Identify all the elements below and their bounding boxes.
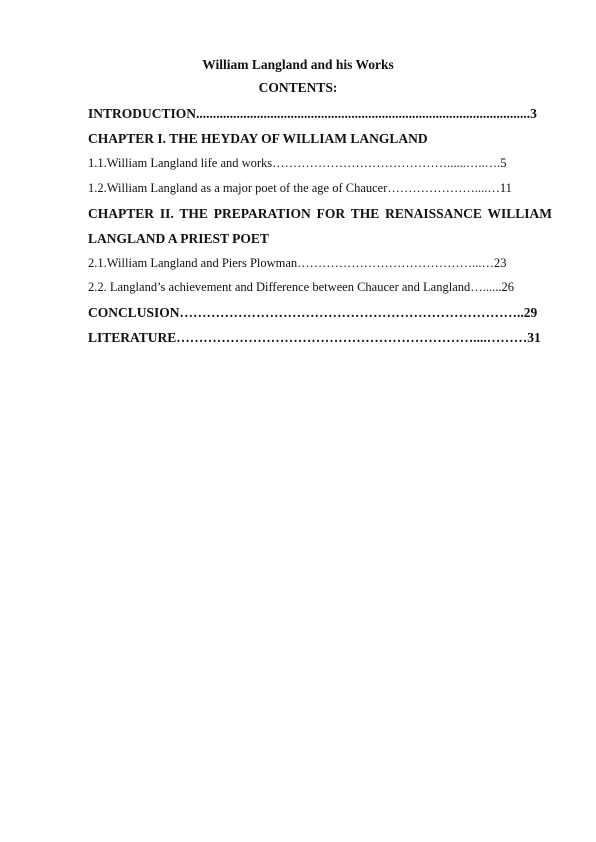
toc-entry-2-2: 2.2. Langland’s achievement and Difference between Chaucer and Langland…......26 <box>88 280 514 294</box>
toc-chapter-1-heading: CHAPTER I. THE HEYDAY OF WILLIAM LANGLAND <box>88 131 428 146</box>
document-title: William Langland and his Works <box>202 57 394 72</box>
toc-entry-conclusion: CONCLUSION…………………………………………………………………..29 <box>88 305 538 320</box>
contents-heading: CONTENTS: <box>258 80 338 95</box>
toc-chapter-2-heading-line-2: LANGLAND A PRIEST POET <box>88 231 269 246</box>
toc-entry-2-1: 2.1.William Langland and Piers Plowman……………………………………...…23 <box>88 256 507 270</box>
toc-entry-1-1: 1.1.William Langland life and works……………………………………......…..….5 <box>88 156 507 170</box>
toc-entry-introduction: INTRODUCTION...................................................................................................3 <box>88 106 537 121</box>
toc-entry-literature: LITERATURE…………………………………………………………....………31 <box>88 330 541 345</box>
toc-chapter-2-heading-line-1: CHAPTER II. THE PREPARATION FOR THE RENAISSANCE WILLIAM <box>88 206 552 221</box>
toc-entry-1-2: 1.2.William Langland as a major poet of the age of Chaucer…………………....…11 <box>88 181 512 195</box>
